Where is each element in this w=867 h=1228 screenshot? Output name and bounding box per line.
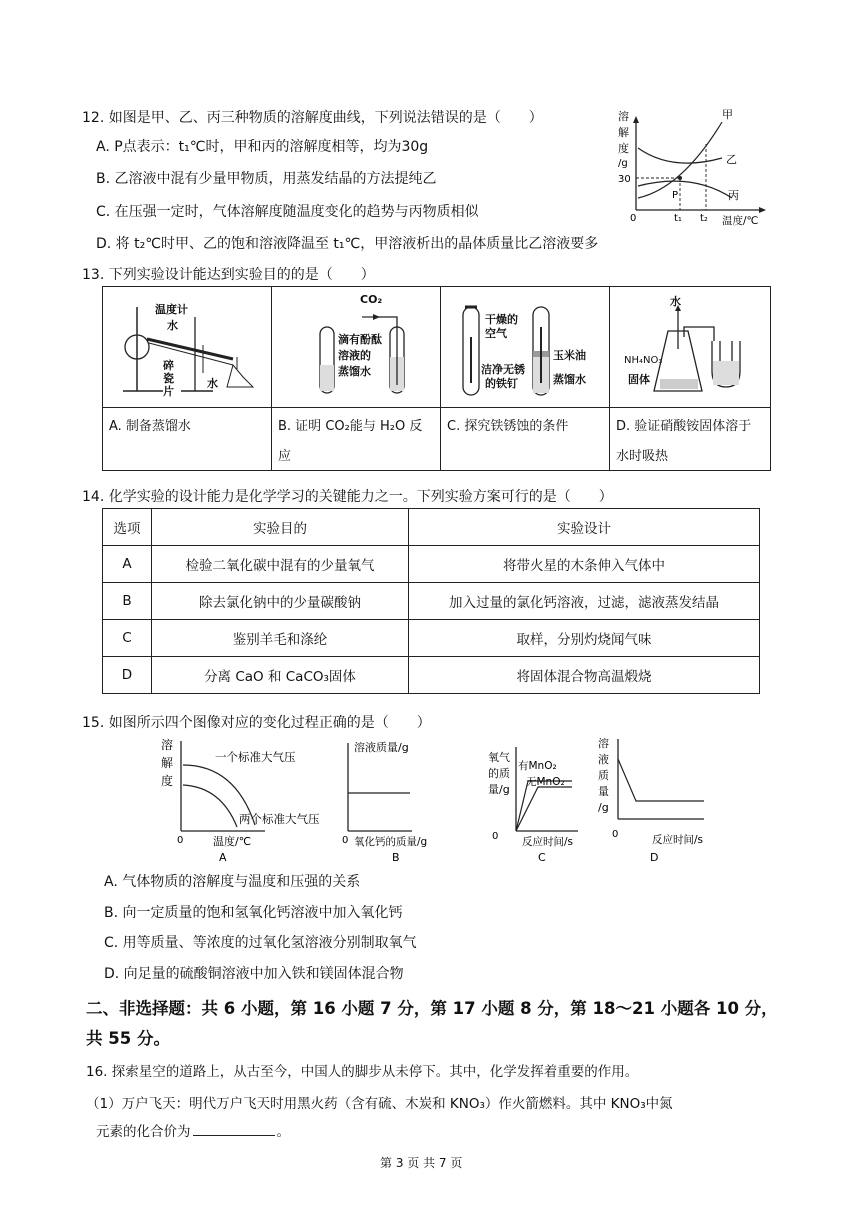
q14-stem: 14. 化学实验的设计能力是化学学习的关键能力之一。下列实验方案可行的是（ ）	[82, 489, 613, 505]
page-footer: 第 3 页 共 7 页	[380, 1156, 463, 1170]
q15b-ylabel: 溶液质量/g	[354, 741, 409, 754]
q15b-xlabel: 氧化钙的质量/g	[354, 836, 428, 848]
q15a-y2: 解	[161, 756, 174, 770]
q13-b-label-1: 滴有酚酞	[338, 333, 382, 346]
q15a-y1: 溶	[161, 738, 174, 752]
q15d-y2: 液	[598, 753, 609, 766]
q12-label-yi: 乙	[726, 153, 737, 166]
q14-header-option: 选项	[103, 509, 152, 546]
q15-option-d: D. 向足量的硫酸铜溶液中加入铁和镁固体混合物	[104, 966, 404, 982]
q15d-y1: 溶	[598, 737, 609, 750]
q14-cell: 检验二氧化碳中混有的少量氧气	[152, 546, 409, 583]
q13-d-label-solid: 固体	[628, 373, 650, 386]
q12-option-d: D. 将 t₂℃时甲、乙的饱和溶液降温至 t₁℃，甲溶液析出的晶体质量比乙溶液要多	[96, 236, 599, 252]
table-row	[103, 509, 760, 546]
q13-caption-b: B. 证明 CO₂能与 H₂O 反应	[278, 419, 423, 464]
q13-a-label-chips: 碎瓷片	[163, 359, 174, 398]
q13-c-label-6: 蒸馏水	[553, 373, 586, 386]
q15-graph-b	[338, 735, 468, 865]
q13-table	[102, 286, 771, 471]
q15c-xlabel: 反应时间/s	[522, 836, 574, 848]
q12-yunit: /g	[618, 158, 628, 169]
q14-cell: 加入过量的氯化钙溶液，过滤，滤液蒸发结晶	[409, 583, 760, 620]
q14-header-design: 实验设计	[409, 509, 760, 546]
section2-heading-line2: 共 55 分。	[86, 1029, 170, 1048]
q16-part1-line1: （1）万户飞天：明代万户飞天时用黑火药（含有硫、木炭和 KNO₃）作火箭燃料。其中 KNO₃中氮	[86, 1096, 673, 1112]
q15-option-b: B. 向一定质量的饱和氢氧化钙溶液中加入氧化钙	[104, 905, 403, 921]
q12-y30: 30	[618, 174, 631, 185]
q14-cell: D	[103, 657, 152, 694]
q15a-y3: 度	[161, 774, 174, 788]
q15d-y5: /g	[598, 801, 609, 814]
q12-ylabel-2: 解	[618, 126, 629, 139]
q15a-curve1: 一个标准大气压	[215, 750, 296, 764]
q14-cell: 分离 CaO 和 CaCO₃固体	[152, 657, 409, 694]
q15d-xlabel: 反应时间/s	[652, 834, 704, 846]
q14-cell: 鉴别羊毛和涤纶	[152, 620, 409, 657]
q14-cell: A	[103, 546, 152, 583]
table-row	[103, 583, 760, 620]
q16-part1-line2	[96, 1120, 290, 1140]
q13-d-label-nh4no3: NH₄NO₃	[624, 355, 663, 366]
q15-stem: 15. 如图所示四个图像对应的变化过程正确的是（ ）	[82, 715, 431, 731]
q12-stem: 12. 如图是甲、乙、丙三种物质的溶解度曲线，下列说法错误的是（ ）	[82, 110, 543, 126]
q14-cell: 将固体混合物高温煅烧	[409, 657, 760, 694]
q15c-y1: 氧气	[488, 751, 510, 764]
table-row	[103, 546, 760, 583]
q13-b-label-co2: CO₂	[360, 293, 383, 306]
q13-c-label-4: 的铁钉	[485, 377, 518, 390]
q14-cell: 取样，分别灼烧闻气味	[409, 620, 760, 657]
q15d-y3: 质	[598, 769, 609, 782]
q14-cell: 除去氯化钠中的少量碳酸钠	[152, 583, 409, 620]
section2-heading-line1: 二、非选择题：共 6 小题，第 16 小题 7 分，第 17 小题 8 分，第 18～21 小题各 10 分，	[86, 999, 778, 1018]
table-row	[103, 620, 760, 657]
q15c-curve2: 无MnO₂	[526, 776, 565, 788]
q15c-y3: 量/g	[488, 783, 510, 796]
q12-curve-bing	[638, 181, 732, 198]
q15-graph-a	[155, 735, 320, 865]
q13-c-label-3: 洁净无锈	[481, 363, 525, 376]
q13-caption-a: A. 制备蒸馏水	[109, 419, 191, 434]
q13-b-label-3: 蒸馏水	[338, 365, 371, 378]
q15c-y2: 的质	[488, 767, 510, 780]
q15b-origin: 0	[342, 835, 349, 846]
q15a-xlabel: 温度/℃	[213, 835, 252, 848]
q13-figure-b	[272, 287, 440, 407]
q13-b-label-2: 溶液的	[338, 349, 371, 362]
q12-ylabel-1: 溶	[618, 110, 629, 123]
q13-caption-d: D. 验证硝酸铵固体溶于水时吸热	[616, 419, 752, 464]
q12-solubility-graph	[612, 100, 782, 228]
q15c-tag: C	[538, 851, 546, 864]
q13-a-label-water1: 水	[167, 319, 178, 332]
q13-c-label-2: 空气	[485, 327, 507, 340]
q14-cell: C	[103, 620, 152, 657]
q12-label-bing: 丙	[728, 189, 739, 202]
q13-c-label-1: 干燥的	[485, 313, 518, 326]
q12-origin: 0	[630, 213, 637, 224]
q15-graph-d	[592, 733, 722, 865]
q13-d-label-water: 水	[670, 295, 681, 308]
q13-a-label-water2: 水	[207, 377, 218, 390]
q12-t2: t₂	[700, 213, 708, 224]
q13-c-label-5: 玉米油	[553, 349, 586, 362]
q13-caption-c: C. 探究铁锈蚀的条件	[447, 419, 569, 434]
q12-point-p: P	[672, 190, 679, 201]
q15d-y4: 量	[598, 785, 609, 798]
q14-header-purpose: 实验目的	[152, 509, 409, 546]
q12-xlabel: 温度/℃	[722, 215, 759, 227]
q16-stem: 16. 探索星空的道路上，从古至今，中国人的脚步从未停下。其中，化学发挥着重要的作用。	[86, 1064, 639, 1080]
q13-a-label-thermometer: 温度计	[155, 303, 188, 316]
q12-label-jia: 甲	[722, 108, 733, 121]
q12-option-a: A. P点表示：t₁℃时，甲和丙的溶解度相等，均为30g	[96, 139, 429, 155]
table-row	[103, 657, 760, 694]
q12-ylabel-3: 度	[618, 142, 629, 155]
q15-graph-c	[488, 735, 598, 865]
answer-blank[interactable]	[193, 1135, 275, 1136]
q12-curve-yi	[638, 148, 722, 163]
q15c-curve1: 有MnO₂	[518, 760, 557, 772]
q15a-tag: A	[219, 851, 227, 864]
q16-part1-text: 元素的化合价为	[96, 1124, 191, 1140]
q12-option-c: C. 在压强一定时，气体溶解度随温度变化的趋势与丙物质相似	[96, 204, 479, 220]
q13-stem: 13. 下列实验设计能达到实验目的的是（ ）	[82, 267, 375, 283]
q14-cell: 将带火星的木条伸入气体中	[409, 546, 760, 583]
q15d-origin: 0	[612, 829, 619, 840]
q15c-origin: 0	[492, 831, 499, 842]
q13-figure-a	[103, 287, 271, 407]
q16-part1-end: 。	[276, 1124, 290, 1140]
q13-figure-c	[441, 287, 609, 407]
q12-t1: t₁	[674, 213, 682, 224]
q15-option-a: A. 气体物质的溶解度与温度和压强的关系	[104, 874, 361, 890]
q14-table	[102, 508, 760, 694]
q15b-tag: B	[392, 851, 400, 864]
q14-cell: B	[103, 583, 152, 620]
q12-option-b: B. 乙溶液中混有少量甲物质，用蒸发结晶的方法提纯乙	[96, 171, 437, 187]
q15a-curve2: 两个标准大气压	[239, 812, 320, 826]
q15-option-c: C. 用等质量、等浓度的过氧化氢溶液分别制取氧气	[104, 935, 417, 951]
q13-figure-d	[610, 287, 770, 407]
q15d-tag: D	[650, 851, 659, 864]
q15a-origin: 0	[177, 835, 184, 846]
